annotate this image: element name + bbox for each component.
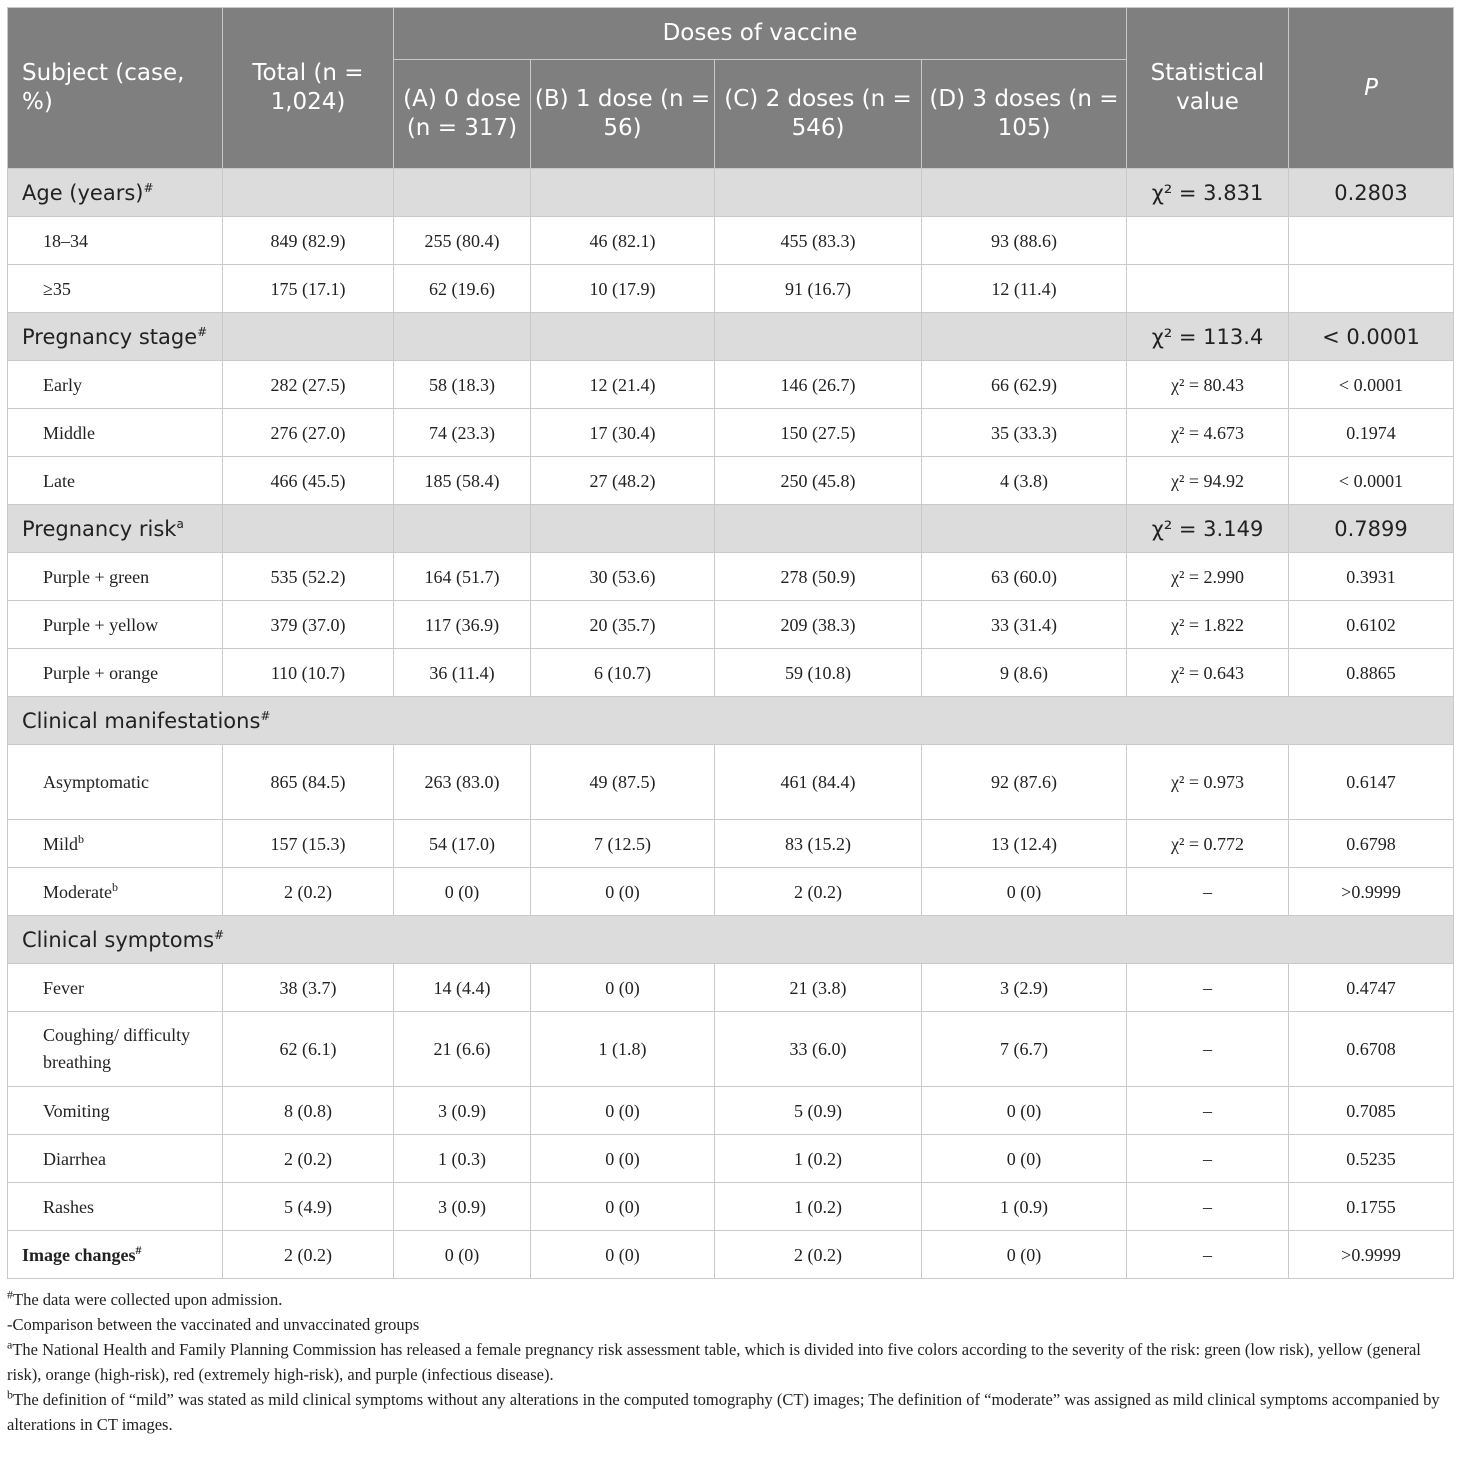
cell-c: 150 (27.5) <box>715 409 922 457</box>
header-dose-a: (A) 0 dose (n = 317) <box>394 60 531 169</box>
cell-p: < 0.0001 <box>1289 457 1454 505</box>
cell-stat <box>1127 265 1289 313</box>
header-total: Total (n = 1,024) <box>223 8 394 169</box>
cell-c: 1 (0.2) <box>715 1183 922 1231</box>
section-empty-cell <box>223 169 394 217</box>
section-row-risk <box>8 505 1454 553</box>
footnote-hash: #The data were collected upon admission. <box>7 1287 283 1309</box>
cell-p: 0.1974 <box>1289 409 1454 457</box>
table-header <box>8 8 1454 169</box>
cell-p: 0.6102 <box>1289 601 1454 649</box>
cell-a: 263 (83.0) <box>394 745 531 820</box>
row-label: Asymptomatic <box>8 745 223 820</box>
table-row <box>8 868 1454 916</box>
row-label: ≥35 <box>8 265 223 313</box>
cell-p <box>1289 217 1454 265</box>
cell-a: 36 (11.4) <box>394 649 531 697</box>
cell-d: 35 (33.3) <box>922 409 1127 457</box>
cell-d: 63 (60.0) <box>922 553 1127 601</box>
cell-b: 1 (1.8) <box>531 1012 715 1087</box>
cell-total: 276 (27.0) <box>223 409 394 457</box>
cell-stat: χ² = 4.673 <box>1127 409 1289 457</box>
cell-p: < 0.0001 <box>1289 361 1454 409</box>
cell-d: 0 (0) <box>922 1135 1127 1183</box>
cell-total: 38 (3.7) <box>223 964 394 1012</box>
table-body <box>8 169 1454 1279</box>
cell-d: 0 (0) <box>922 868 1127 916</box>
section-empty-cell <box>223 505 394 553</box>
footnote-b: $^b$The definition of “mild” was stated as mild clinical symptoms without any alterations in the computed tomography (CT) images; The definition of “moderate” was assigned as mild clinical symptoms accompanied by alterations in CT images. <box>7 1387 1440 1434</box>
header-p-value: P <box>1289 8 1454 169</box>
cell-c: 59 (10.8) <box>715 649 922 697</box>
cell-stat: – <box>1127 868 1289 916</box>
row-label: 18–34 <box>8 217 223 265</box>
section-empty-cell <box>223 313 394 361</box>
cell-a: 185 (58.4) <box>394 457 531 505</box>
cell-p: 0.6708 <box>1289 1012 1454 1087</box>
cell-d: 13 (12.4) <box>922 820 1127 868</box>
footnote-comparison: -Comparison between the vaccinated and unvaccinated groups <box>7 1315 420 1334</box>
section-empty-cell <box>394 313 531 361</box>
cell-p: >0.9999 <box>1289 1231 1454 1279</box>
cell-p: 0.3931 <box>1289 553 1454 601</box>
cell-p: 0.5235 <box>1289 1135 1454 1183</box>
section-empty-cell <box>715 313 922 361</box>
cell-total: 466 (45.5) <box>223 457 394 505</box>
section-stat-value: χ² = 3.149 <box>1127 505 1289 553</box>
section-empty-cell <box>394 505 531 553</box>
cell-total: 865 (84.5) <box>223 745 394 820</box>
row-label: Diarrhea <box>8 1135 223 1183</box>
section-empty-cell <box>922 313 1127 361</box>
cell-a: 117 (36.9) <box>394 601 531 649</box>
section-p-value: 0.7899 <box>1289 505 1454 553</box>
document-page <box>7 7 1453 1437</box>
row-label: Early <box>8 361 223 409</box>
cell-total: 175 (17.1) <box>223 265 394 313</box>
cell-a: 14 (4.4) <box>394 964 531 1012</box>
cell-stat: – <box>1127 1183 1289 1231</box>
table-row <box>8 649 1454 697</box>
cell-a: 0 (0) <box>394 1231 531 1279</box>
cell-total: 5 (4.9) <box>223 1183 394 1231</box>
table-row <box>8 457 1454 505</box>
cell-c: 278 (50.9) <box>715 553 922 601</box>
cell-p: 0.6147 <box>1289 745 1454 820</box>
section-empty-cell <box>394 169 531 217</box>
cell-d: 93 (88.6) <box>922 217 1127 265</box>
row-label: Late <box>8 457 223 505</box>
row-label: Moderate$^b$ <box>8 868 223 916</box>
section-empty-cell <box>531 169 715 217</box>
cell-p: 0.6798 <box>1289 820 1454 868</box>
cell-a: 1 (0.3) <box>394 1135 531 1183</box>
table-row <box>8 553 1454 601</box>
table-row <box>8 1231 1454 1279</box>
cell-d: 3 (2.9) <box>922 964 1127 1012</box>
cell-c: 5 (0.9) <box>715 1087 922 1135</box>
section-stat-value: χ² = 113.4 <box>1127 313 1289 361</box>
cell-total: 2 (0.2) <box>223 1231 394 1279</box>
cell-b: 27 (48.2) <box>531 457 715 505</box>
table-row <box>8 409 1454 457</box>
row-label: Purple + yellow <box>8 601 223 649</box>
cell-b: 30 (53.6) <box>531 553 715 601</box>
cell-stat: – <box>1127 1087 1289 1135</box>
section-label: Clinical symptoms# <box>8 916 1454 964</box>
cell-total: 2 (0.2) <box>223 868 394 916</box>
cell-b: 20 (35.7) <box>531 601 715 649</box>
cell-stat: χ² = 94.92 <box>1127 457 1289 505</box>
section-stat-value: χ² = 3.831 <box>1127 169 1289 217</box>
table-row <box>8 601 1454 649</box>
cell-stat: – <box>1127 1231 1289 1279</box>
cell-p: 0.1755 <box>1289 1183 1454 1231</box>
cell-d: 92 (87.6) <box>922 745 1127 820</box>
cell-d: 33 (31.4) <box>922 601 1127 649</box>
cell-c: 91 (16.7) <box>715 265 922 313</box>
row-label: Mild$^b$ <box>8 820 223 868</box>
header-dose-d: (D) 3 doses (n = 105) <box>922 60 1127 169</box>
row-label: Vomiting <box>8 1087 223 1135</box>
cell-b: 0 (0) <box>531 1231 715 1279</box>
cell-a: 3 (0.9) <box>394 1183 531 1231</box>
header-statistical-value: Statistical value <box>1127 8 1289 169</box>
cell-a: 74 (23.3) <box>394 409 531 457</box>
cell-d: 1 (0.9) <box>922 1183 1127 1231</box>
cell-total: 110 (10.7) <box>223 649 394 697</box>
cell-stat: – <box>1127 1135 1289 1183</box>
section-empty-cell <box>715 505 922 553</box>
header-dose-b: (B) 1 dose (n = 56) <box>531 60 715 169</box>
cell-p: 0.7085 <box>1289 1087 1454 1135</box>
cell-a: 255 (80.4) <box>394 217 531 265</box>
cell-d: 4 (3.8) <box>922 457 1127 505</box>
cell-d: 7 (6.7) <box>922 1012 1127 1087</box>
cell-d: 0 (0) <box>922 1087 1127 1135</box>
cell-b: 0 (0) <box>531 1183 715 1231</box>
cell-d: 66 (62.9) <box>922 361 1127 409</box>
cell-a: 0 (0) <box>394 868 531 916</box>
cell-p: 0.8865 <box>1289 649 1454 697</box>
section-p-value: < 0.0001 <box>1289 313 1454 361</box>
table-row <box>8 1135 1454 1183</box>
cell-stat: χ² = 2.990 <box>1127 553 1289 601</box>
cell-c: 2 (0.2) <box>715 868 922 916</box>
section-row-manif <box>8 697 1454 745</box>
cell-a: 21 (6.6) <box>394 1012 531 1087</box>
section-row-symp <box>8 916 1454 964</box>
cell-c: 1 (0.2) <box>715 1135 922 1183</box>
row-label: Rashes <box>8 1183 223 1231</box>
cell-stat: χ² = 0.643 <box>1127 649 1289 697</box>
cell-p <box>1289 265 1454 313</box>
section-empty-cell <box>531 505 715 553</box>
cell-c: 146 (26.7) <box>715 361 922 409</box>
cell-c: 455 (83.3) <box>715 217 922 265</box>
table-footnotes <box>7 1287 1453 1437</box>
cell-c: 33 (6.0) <box>715 1012 922 1087</box>
cell-b: 0 (0) <box>531 1087 715 1135</box>
cell-b: 49 (87.5) <box>531 745 715 820</box>
cell-total: 2 (0.2) <box>223 1135 394 1183</box>
section-row-stage <box>8 313 1454 361</box>
cell-stat: χ² = 80.43 <box>1127 361 1289 409</box>
cell-stat: χ² = 0.973 <box>1127 745 1289 820</box>
section-p-value: 0.2803 <box>1289 169 1454 217</box>
cell-total: 282 (27.5) <box>223 361 394 409</box>
cell-c: 83 (15.2) <box>715 820 922 868</box>
row-label: Purple + orange <box>8 649 223 697</box>
cell-b: 0 (0) <box>531 964 715 1012</box>
cell-b: 6 (10.7) <box>531 649 715 697</box>
cell-b: 46 (82.1) <box>531 217 715 265</box>
header-dose-c: (C) 2 doses (n = 546) <box>715 60 922 169</box>
row-label: Purple + green <box>8 553 223 601</box>
cell-stat: χ² = 1.822 <box>1127 601 1289 649</box>
row-label: Fever <box>8 964 223 1012</box>
cell-a: 58 (18.3) <box>394 361 531 409</box>
cell-a: 3 (0.9) <box>394 1087 531 1135</box>
cell-stat <box>1127 217 1289 265</box>
cell-total: 62 (6.1) <box>223 1012 394 1087</box>
cell-total: 157 (15.3) <box>223 820 394 868</box>
cell-c: 461 (84.4) <box>715 745 922 820</box>
table-row <box>8 745 1454 820</box>
cell-c: 21 (3.8) <box>715 964 922 1012</box>
section-label: Age (years)# <box>8 169 223 217</box>
cell-c: 2 (0.2) <box>715 1231 922 1279</box>
row-label: Middle <box>8 409 223 457</box>
header-doses-group: Doses of vaccine <box>394 8 1127 60</box>
cell-d: 9 (8.6) <box>922 649 1127 697</box>
footnote-a: $^a$The National Health and Family Planning Commission has released a female pregnancy risk assessment table, which is divided into five colors according to the severity of the risk: green (low risk), yellow (general risk), orange (high-risk), red (extremely high-risk), and purple (infectious disease). <box>7 1337 1421 1384</box>
header-subject: Subject (case, %) <box>8 8 223 169</box>
cell-b: 0 (0) <box>531 868 715 916</box>
table-row <box>8 1183 1454 1231</box>
cell-a: 54 (17.0) <box>394 820 531 868</box>
table-row <box>8 1087 1454 1135</box>
section-empty-cell <box>715 169 922 217</box>
cell-total: 8 (0.8) <box>223 1087 394 1135</box>
table-row <box>8 964 1454 1012</box>
section-row-age <box>8 169 1454 217</box>
cell-c: 209 (38.3) <box>715 601 922 649</box>
cell-total: 379 (37.0) <box>223 601 394 649</box>
cell-total: 535 (52.2) <box>223 553 394 601</box>
row-label: Coughing/ difficulty breathing <box>8 1012 223 1087</box>
cell-b: 17 (30.4) <box>531 409 715 457</box>
cell-stat: – <box>1127 964 1289 1012</box>
section-empty-cell <box>531 313 715 361</box>
cell-c: 250 (45.8) <box>715 457 922 505</box>
table-row <box>8 265 1454 313</box>
cell-b: 12 (21.4) <box>531 361 715 409</box>
cell-total: 849 (82.9) <box>223 217 394 265</box>
cell-stat: – <box>1127 1012 1289 1087</box>
cell-b: 0 (0) <box>531 1135 715 1183</box>
table-row <box>8 361 1454 409</box>
table-row <box>8 1012 1454 1087</box>
table-row <box>8 820 1454 868</box>
section-label: Clinical manifestations# <box>8 697 1454 745</box>
cell-b: 10 (17.9) <box>531 265 715 313</box>
cell-a: 62 (19.6) <box>394 265 531 313</box>
section-label: Pregnancy stage# <box>8 313 223 361</box>
cell-p: >0.9999 <box>1289 868 1454 916</box>
cell-a: 164 (51.7) <box>394 553 531 601</box>
table-row <box>8 217 1454 265</box>
cell-p: 0.4747 <box>1289 964 1454 1012</box>
cell-stat: χ² = 0.772 <box>1127 820 1289 868</box>
cell-b: 7 (12.5) <box>531 820 715 868</box>
section-empty-cell <box>922 505 1127 553</box>
row-label: Image changes# <box>8 1231 223 1279</box>
section-empty-cell <box>922 169 1127 217</box>
vaccine-dose-table <box>7 7 1454 1279</box>
cell-d: 0 (0) <box>922 1231 1127 1279</box>
cell-d: 12 (11.4) <box>922 265 1127 313</box>
section-label: Pregnancy risk$^a$ <box>8 505 223 553</box>
